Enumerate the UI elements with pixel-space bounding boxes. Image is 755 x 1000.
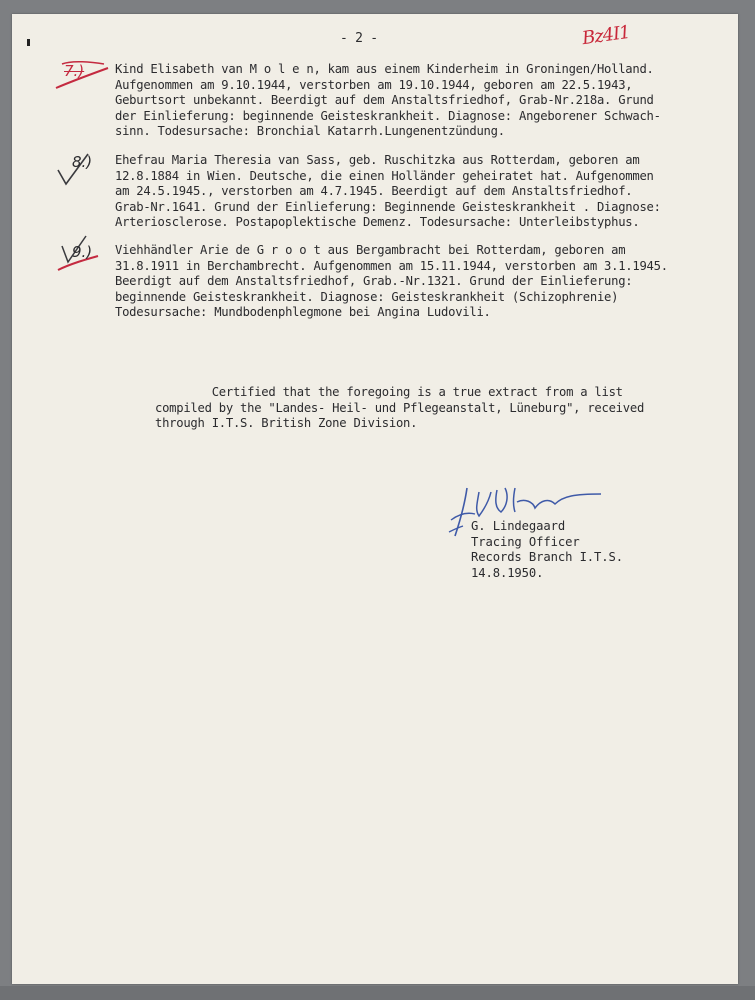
entry-line: Beerdigt auf dem Anstaltsfriedhof, Grab.-Nr.1321. Grund der Einlieferung: [115, 274, 633, 289]
signer-title: Tracing Officer [471, 534, 580, 549]
entry-line: am 24.5.1945., verstorben am 4.7.1945. Beerdigt auf dem Anstaltsfriedhof. [115, 184, 633, 199]
entry-line: Viehhändler Arie de G r o o t aus Bergambracht bei Rotterdam, geboren am [115, 243, 626, 257]
scan-bottom-edge [0, 986, 755, 1000]
entry-line: beginnende Geisteskrankheit. Diagnose: Geisteskrankheit (Schizophrenie) [115, 289, 619, 304]
signature-block [471, 519, 623, 581]
page-number: - 2 - [340, 31, 378, 46]
entry-number-8: 8.) [72, 153, 93, 171]
certification-statement [155, 385, 644, 432]
entry-number-7: 7.) [64, 62, 85, 80]
certification-line: through I.T.S. British Zone Division. [155, 416, 418, 431]
entry-9-text [115, 243, 668, 321]
entry-7-text [115, 62, 661, 140]
entry-line: Todesursache: Mundbodenphlegmone bei Angina Ludovili. [115, 305, 491, 320]
entry-8-text [115, 153, 661, 231]
entry-line: Geburtsort unbekannt. Beerdigt auf dem Anstaltsfriedhof, Grab-Nr.218a. Grund [115, 93, 654, 108]
entry-line: Aufgenommen am 9.10.1944, verstorben am 19.10.1944, geboren am 22.5.1943, [115, 77, 633, 92]
entry-line: 12.8.1884 in Wien. Deutsche, die einen Holländer geheiratet hat. Aufgenommen [115, 168, 654, 183]
entry-line: Arteriosclerose. Postapoplektische Demenz. Todesursache: Unterleibstyphus. [115, 215, 640, 230]
entry-line: der Einlieferung: beginnende Geisteskrankheit. Diagnose: Angeborener Schwach- [115, 108, 661, 123]
signature-date: 14.8.1950. [471, 565, 544, 580]
signer-department: Records Branch I.T.S. [471, 550, 623, 565]
entry-line: Grab-Nr.1641. Grund der Einlieferung: Beginnende Geisteskrankheit . Diagnose: [115, 199, 661, 214]
entry-number-9: 9.) [72, 243, 93, 261]
entry-line: Kind Elisabeth van M o l e n, kam aus einem Kinderheim in Groningen/Holland. [115, 62, 654, 76]
punch-mark [27, 39, 30, 46]
signer-name: G. Lindegaard [471, 519, 566, 533]
entry-line: 31.8.1911 in Berchambrecht. Aufgenommen am 15.11.1944, verstorben am 3.1.1945. [115, 258, 668, 273]
red-handwritten-annotation: Bz4I1 [580, 21, 631, 50]
entry-line: sinn. Todesursache: Bronchial Katarrh.Lungenentzündung. [115, 124, 505, 139]
certification-line: compiled by the "Landes- Heil- und Pflegeanstalt, Lüneburg", received [155, 400, 645, 415]
certification-line: Certified that the foregoing is a true extract from a list [155, 385, 623, 399]
entry-line: Ehefrau Maria Theresia van Sass, geb. Ruschitzka aus Rotterdam, geboren am [115, 153, 640, 167]
